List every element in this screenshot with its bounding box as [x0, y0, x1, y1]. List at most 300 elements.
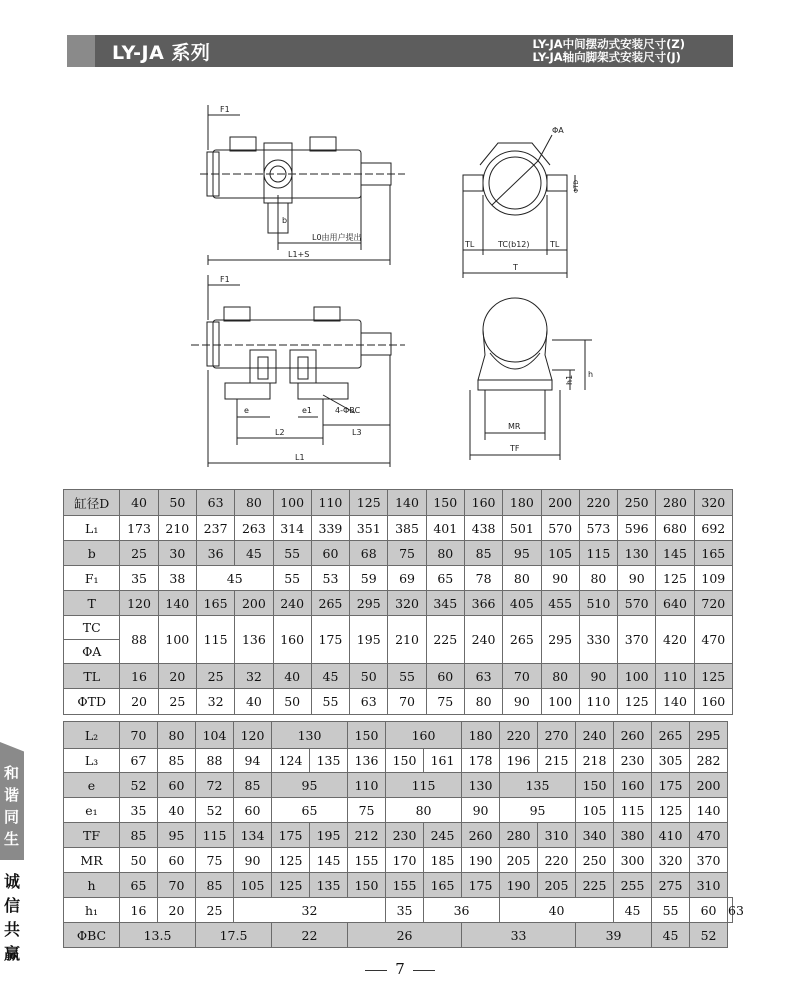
cell: 90	[541, 566, 579, 591]
series-title: LY-JA 系列	[112, 42, 211, 64]
cell: 20	[158, 898, 196, 923]
cell: 72	[196, 773, 234, 798]
cell: 401	[426, 516, 464, 541]
cell: 220	[500, 722, 538, 749]
cell: 210	[388, 616, 426, 664]
cell: 250	[618, 490, 656, 516]
cell: 13.5	[120, 923, 196, 948]
cell: 405	[503, 591, 541, 616]
row-label: L₂	[64, 722, 120, 749]
cell: 340	[576, 823, 614, 848]
cell: 115	[196, 616, 234, 664]
cell: 80	[579, 566, 617, 591]
table-row	[64, 591, 733, 616]
cell: 145	[656, 541, 694, 566]
row-label: L₃	[64, 749, 120, 773]
cell: 110	[656, 664, 694, 689]
cell: 596	[618, 516, 656, 541]
row-label: TL	[64, 664, 120, 689]
cell: 45	[652, 923, 690, 948]
cell: 265	[311, 591, 349, 616]
cell: 240	[273, 591, 311, 616]
cell: 150	[348, 873, 386, 898]
cell: 420	[656, 616, 694, 664]
cell: 38	[158, 566, 196, 591]
cell: 345	[426, 591, 464, 616]
table-row	[64, 848, 733, 873]
label-b: b	[282, 216, 288, 225]
cell: 85	[464, 541, 502, 566]
cell: 385	[388, 516, 426, 541]
cell: 570	[618, 591, 656, 616]
cell: 438	[464, 516, 502, 541]
table-row	[64, 616, 733, 640]
row-label: ΦTD	[64, 689, 120, 715]
cell: 150	[348, 722, 386, 749]
cell: 125	[656, 566, 694, 591]
cell: 320	[694, 490, 732, 516]
cell: 70	[158, 873, 196, 898]
subtitle-z: LY-JA中间摆动式安装尺寸(Z)	[532, 37, 685, 51]
cell: 240	[464, 616, 502, 664]
cell: 90	[503, 689, 541, 715]
table-row	[64, 664, 733, 689]
cell: 94	[234, 749, 272, 773]
table-row	[64, 798, 733, 823]
cell: 130	[618, 541, 656, 566]
cell: 150	[426, 490, 464, 516]
cell: 351	[350, 516, 388, 541]
cell: 160	[386, 722, 462, 749]
cell: 573	[579, 516, 617, 541]
cell: 68	[350, 541, 388, 566]
cell: 178	[462, 749, 500, 773]
cell: 455	[541, 591, 579, 616]
cell: 155	[386, 873, 424, 898]
row-label: ΦBC	[64, 923, 120, 948]
label-tl-right: TL	[550, 240, 560, 249]
cell: 60	[426, 664, 464, 689]
cell: 75	[348, 798, 386, 823]
label-bc: 4-ΦBC	[335, 406, 361, 415]
dash-right	[413, 970, 435, 971]
cell: 105	[576, 798, 614, 823]
cell: 320	[388, 591, 426, 616]
cell: 230	[386, 823, 424, 848]
cell: 115	[614, 798, 652, 823]
table-row	[64, 566, 733, 591]
cell: 270	[538, 722, 576, 749]
cell: 180	[503, 490, 541, 516]
cell: 190	[500, 873, 538, 898]
cell: 136	[235, 616, 273, 664]
cell: 200	[690, 773, 728, 798]
table-row	[64, 873, 733, 898]
cell: 140	[690, 798, 728, 823]
cell: 190	[462, 848, 500, 873]
cell: 90	[234, 848, 272, 873]
cell: 25	[196, 664, 234, 689]
table-row	[64, 923, 733, 948]
cell: 110	[579, 689, 617, 715]
cell: 175	[462, 873, 500, 898]
cell: 65	[272, 798, 348, 823]
cell: 196	[500, 749, 538, 773]
cell: 75	[196, 848, 234, 873]
cell: 55	[273, 541, 311, 566]
table-row	[64, 490, 733, 516]
cell: 60	[311, 541, 349, 566]
cell: 175	[652, 773, 690, 798]
cell: 90	[618, 566, 656, 591]
cell: 250	[576, 848, 614, 873]
cell: 39	[576, 923, 652, 948]
cell: 175	[272, 823, 310, 848]
cell: 300	[614, 848, 652, 873]
cell: 185	[424, 848, 462, 873]
cell: 95	[158, 823, 196, 848]
cell: 130	[462, 773, 500, 798]
cell: 70	[388, 689, 426, 715]
cell: 225	[576, 873, 614, 898]
cell: 90	[462, 798, 500, 823]
cell: 692	[694, 516, 732, 541]
table-row	[64, 749, 733, 773]
page-header	[67, 35, 733, 67]
cell: 50	[158, 490, 196, 516]
cell: 160	[464, 490, 502, 516]
table-row	[64, 516, 733, 541]
cell: 78	[464, 566, 502, 591]
cell: 26	[348, 923, 462, 948]
label-tl-left: TL	[465, 240, 475, 249]
cell: 680	[656, 516, 694, 541]
cell: 165	[196, 591, 234, 616]
cell: 200	[235, 591, 273, 616]
cell: 220	[579, 490, 617, 516]
cell: 125	[694, 664, 732, 689]
cell: 85	[234, 773, 272, 798]
cell: 22	[272, 923, 348, 948]
cell: 140	[158, 591, 196, 616]
cell: 135	[310, 873, 348, 898]
cell: 16	[120, 664, 158, 689]
row-label: MR	[64, 848, 120, 873]
cell: 366	[464, 591, 502, 616]
label-t: T	[513, 263, 518, 272]
cell: 80	[235, 490, 273, 516]
cell: 16	[120, 898, 158, 923]
cell: 100	[541, 689, 579, 715]
cell: 100	[618, 664, 656, 689]
cell: 55	[311, 689, 349, 715]
cell: 320	[652, 848, 690, 873]
cell: 215	[538, 749, 576, 773]
cell: 100	[158, 616, 196, 664]
row-label: e₁	[64, 798, 120, 823]
cell: 170	[386, 848, 424, 873]
cell: 314	[273, 516, 311, 541]
cell: 85	[196, 873, 234, 898]
cell: 282	[690, 749, 728, 773]
row-label: L₁	[64, 516, 120, 541]
row-label: e	[64, 773, 120, 798]
cell: 25	[158, 689, 196, 715]
page-number-value: 7	[395, 960, 405, 978]
cell: 40	[120, 490, 158, 516]
cell: 80	[386, 798, 462, 823]
cell: 140	[388, 490, 426, 516]
spec-table-mount	[63, 721, 744, 948]
cell: 125	[272, 848, 310, 873]
table-row	[64, 823, 733, 848]
cell: 25	[196, 898, 234, 923]
cell: 52	[120, 773, 158, 798]
cell: 210	[158, 516, 196, 541]
cell: 45	[196, 566, 273, 591]
cell: 80	[426, 541, 464, 566]
cell: 260	[614, 722, 652, 749]
table-row	[64, 722, 733, 749]
cell: 35	[120, 798, 158, 823]
cell: 330	[579, 616, 617, 664]
cell: 195	[350, 616, 388, 664]
cell: 640	[656, 591, 694, 616]
cell: 35	[386, 898, 424, 923]
cell: 33	[462, 923, 576, 948]
row-label: F₁	[64, 566, 120, 591]
cell: 205	[538, 873, 576, 898]
cell: 32	[235, 664, 273, 689]
cell: 40	[235, 689, 273, 715]
cell: 265	[503, 616, 541, 664]
cell: 63	[464, 664, 502, 689]
cell: 470	[690, 823, 728, 848]
cell: 120	[120, 591, 158, 616]
cell: 205	[500, 848, 538, 873]
cell: 45	[235, 541, 273, 566]
cell: 85	[120, 823, 158, 848]
cell: 17.5	[196, 923, 272, 948]
cell: 275	[652, 873, 690, 898]
cell: 30	[158, 541, 196, 566]
row-label: ΦA	[64, 640, 120, 664]
label-mr: MR	[508, 422, 521, 431]
cell: 55	[652, 898, 690, 923]
cell: 370	[690, 848, 728, 873]
cell: 52	[196, 798, 234, 823]
cell: 161	[424, 749, 462, 773]
cell: 105	[541, 541, 579, 566]
cell: 59	[350, 566, 388, 591]
table-row	[64, 689, 733, 715]
cell: 125	[618, 689, 656, 715]
cell: 295	[350, 591, 388, 616]
cell: 115	[386, 773, 462, 798]
cell: 510	[579, 591, 617, 616]
cell: 245	[424, 823, 462, 848]
cell: 115	[196, 823, 234, 848]
cell: 263	[235, 516, 273, 541]
cell: 50	[273, 689, 311, 715]
row-label: T	[64, 591, 120, 616]
cell: 63	[196, 490, 234, 516]
cell: 230	[614, 749, 652, 773]
label-l2: L2	[275, 428, 285, 437]
cell: 140	[656, 689, 694, 715]
row-label: 缸径D	[64, 490, 120, 516]
motto-bottom: 诚信共赢	[4, 872, 21, 963]
table-row	[64, 898, 733, 923]
cell: 65	[426, 566, 464, 591]
cell: 380	[614, 823, 652, 848]
cell: 135	[310, 749, 348, 773]
cell: 125	[350, 490, 388, 516]
table-row	[64, 773, 733, 798]
side-motto	[0, 742, 24, 970]
cell: 40	[158, 798, 196, 823]
cell: 63	[350, 689, 388, 715]
cell: 155	[348, 848, 386, 873]
cell: 36	[424, 898, 500, 923]
cell: 85	[158, 749, 196, 773]
cell: 180	[462, 722, 500, 749]
cell: 32	[196, 689, 234, 715]
cell: 60	[158, 848, 196, 873]
cell: 55	[388, 664, 426, 689]
label-tf: TF	[510, 444, 520, 453]
cell: 53	[311, 566, 349, 591]
cell: 60	[158, 773, 196, 798]
cell: 95	[503, 541, 541, 566]
cell: 218	[576, 749, 614, 773]
cell: 110	[311, 490, 349, 516]
cell: 36	[196, 541, 234, 566]
cell: 195	[310, 823, 348, 848]
cell: 220	[538, 848, 576, 873]
cell: 67	[120, 749, 158, 773]
cell: 95	[272, 773, 348, 798]
cell: 310	[538, 823, 576, 848]
header-subtitles	[533, 38, 685, 64]
row-label: TF	[64, 823, 120, 848]
cell: 80	[158, 722, 196, 749]
cell: 150	[386, 749, 424, 773]
cell: 173	[120, 516, 158, 541]
cell: 145	[310, 848, 348, 873]
label-l1: L1	[295, 453, 305, 462]
cell: 265	[652, 722, 690, 749]
cell: 65	[120, 873, 158, 898]
cell: 134	[234, 823, 272, 848]
label-h1: h1	[565, 374, 574, 385]
label-h: h	[588, 370, 594, 379]
cell: 70	[503, 664, 541, 689]
label-f1-bottom: F1	[220, 275, 230, 284]
dash-left	[365, 970, 387, 971]
label-l1s: L1+S	[288, 250, 310, 259]
cell: 104	[196, 722, 234, 749]
cell: 20	[158, 664, 196, 689]
cell: 88	[120, 616, 158, 664]
cell: 63	[728, 898, 733, 923]
cell: 135	[500, 773, 576, 798]
cell: 55	[273, 566, 311, 591]
cell: 80	[464, 689, 502, 715]
row-label: TC	[64, 616, 120, 640]
cell: 40	[500, 898, 614, 923]
cell: 720	[694, 591, 732, 616]
cell: 339	[311, 516, 349, 541]
cell: 25	[120, 541, 158, 566]
cell: 95	[500, 798, 576, 823]
cell: 60	[234, 798, 272, 823]
cell: 240	[576, 722, 614, 749]
cell: 32	[234, 898, 386, 923]
label-l0: L0由用户提出	[312, 233, 362, 242]
cell: 165	[424, 873, 462, 898]
row-label: h₁	[64, 898, 120, 923]
cell: 255	[614, 873, 652, 898]
cell: 310	[690, 873, 728, 898]
cell: 200	[541, 490, 579, 516]
cell: 130	[272, 722, 348, 749]
label-phia: ΦA	[552, 126, 564, 135]
motto-top: 和谐同生	[4, 764, 20, 848]
cell: 90	[579, 664, 617, 689]
cell: 124	[272, 749, 310, 773]
cell: 45	[311, 664, 349, 689]
cell: 69	[388, 566, 426, 591]
label-ptd: ΦTD	[573, 179, 580, 193]
cell: 35	[120, 566, 158, 591]
cell: 160	[694, 689, 732, 715]
row-label: h	[64, 873, 120, 898]
cell: 120	[234, 722, 272, 749]
cell: 136	[348, 749, 386, 773]
cell: 212	[348, 823, 386, 848]
cell: 280	[656, 490, 694, 516]
cell: 501	[503, 516, 541, 541]
cell: 60	[690, 898, 728, 923]
cell: 20	[120, 689, 158, 715]
cell: 305	[652, 749, 690, 773]
cell: 125	[272, 873, 310, 898]
cell: 40	[273, 664, 311, 689]
cell: 470	[694, 616, 732, 664]
cell: 50	[350, 664, 388, 689]
cell: 115	[579, 541, 617, 566]
cell: 225	[426, 616, 464, 664]
cell: 237	[196, 516, 234, 541]
label-e: e	[244, 406, 249, 415]
cell: 70	[120, 722, 158, 749]
cell: 150	[576, 773, 614, 798]
row-label: b	[64, 541, 120, 566]
cell: 295	[541, 616, 579, 664]
cell: 370	[618, 616, 656, 664]
cell: 80	[541, 664, 579, 689]
label-f1-top: F1	[220, 105, 230, 114]
cell: 260	[462, 823, 500, 848]
cell: 100	[273, 490, 311, 516]
cell: 75	[426, 689, 464, 715]
cell: 45	[614, 898, 652, 923]
cell: 295	[690, 722, 728, 749]
cell: 410	[652, 823, 690, 848]
cell: 160	[614, 773, 652, 798]
page-number	[0, 960, 800, 978]
